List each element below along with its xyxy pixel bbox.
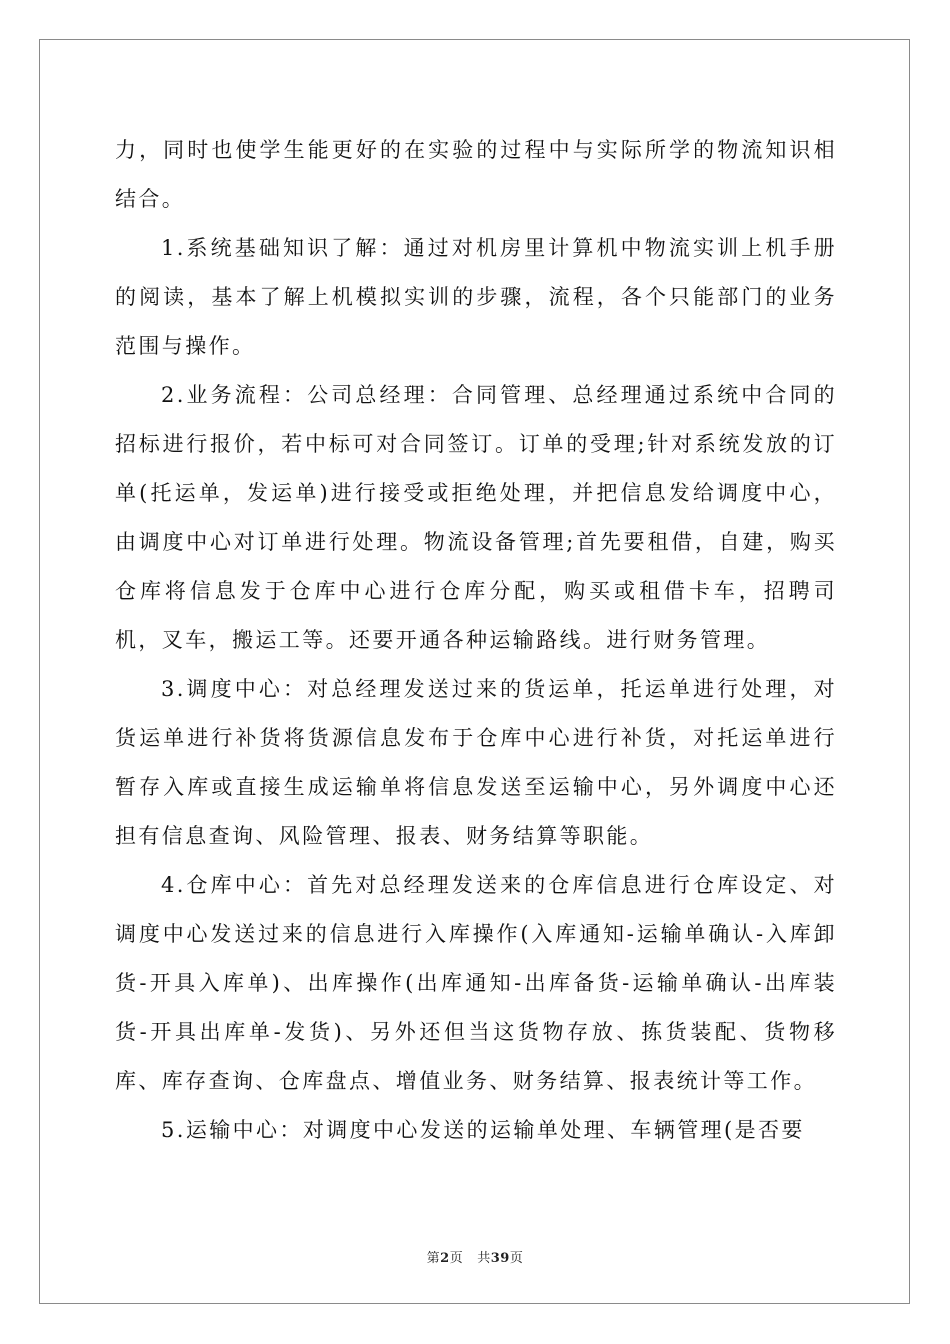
document-body: [115, 126, 837, 1155]
paragraph-transport-center: 5.运输中心：对调度中心发送的运输单处理、车辆管理(是否要: [161, 1118, 805, 1142]
paragraph-business-process: 2.业务流程：公司总经理：合同管理、总经理通过系统中合同的招标进行报价，若中标可对合同签订。订单的受理;针对系统发放的订单(托运单，发运单)进行接受或拒绝处理，并把信息发给调度中心，由调度中心对订单进行处理。物流设备管理;首先要租借，自建，购买仓库将信息发于仓库中心进行仓库分配，购买或租借卡车，招聘司机，叉车，搬运工等。还要开通各种运输路线。进行财务管理。: [115, 383, 837, 652]
page-suffix: 页: [449, 1251, 464, 1266]
paragraph-dispatch-center: 3.调度中心：对总经理发送过来的货运单，托运单进行处理，对货运单进行补货将货源信息发布于仓库中心进行补货，对托运单进行暂存入库或直接生成运输单将信息发送至运输中心，另外调度中心还担有信息查询、风险管理、报表、财务结算等职能。: [115, 677, 837, 848]
paragraph-warehouse-center: 4.仓库中心：首先对总经理发送来的仓库信息进行仓库设定、对调度中心发送过来的信息进行入库操作(入库通知-运输单确认-入库卸货-开具入库单)、出库操作(出库通知-出库备货-运输单确认-出库装货-开具出库单-发货)、另外还但当这货物存放、拣货装配、货物移库、库存查询、仓库盘点、增值业务、财务结算、报表统计等工作。: [115, 873, 837, 1093]
page-footer: [0, 1247, 950, 1266]
total-suffix: 页: [509, 1251, 524, 1266]
current-page-number: 2: [440, 1251, 450, 1266]
paragraph-continuation: 力，同时也使学生能更好的在实验的过程中与实际所学的物流知识相结合。: [115, 138, 837, 211]
total-page-count: 39: [490, 1251, 510, 1266]
page-prefix: 第: [426, 1251, 441, 1266]
total-prefix: 共: [477, 1251, 491, 1266]
paragraph-system-basics: 1.系统基础知识了解：通过对机房里计算机中物流实训上机手册的阅读，基本了解上机模拟实训的步骤，流程，各个只能部门的业务范围与操作。: [115, 236, 837, 358]
